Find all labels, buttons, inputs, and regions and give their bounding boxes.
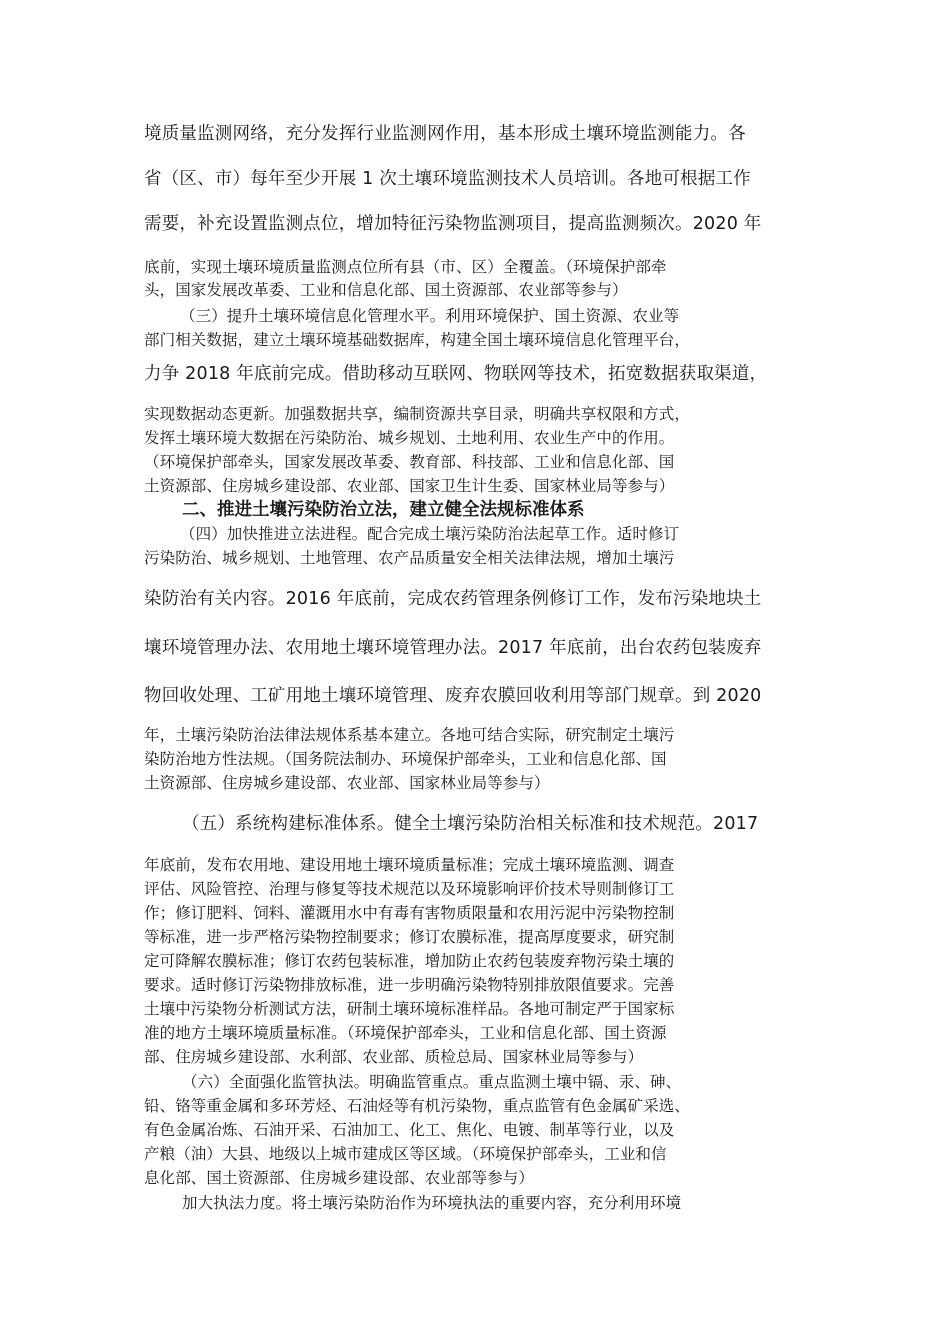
paragraph-line: 年底前，发布农用地、建设用地土壤环境质量标准；完成土壤环境监测、调查 [144, 856, 675, 874]
paragraph-line: 土壤中污染物分析测试方法，研制土壤环境标准样品。各地可制定严于国家标 [144, 1000, 675, 1018]
paragraph-line: 作；修订肥料、饲料、灌溉用水中有毒有害物质限量和农用污泥中污染物控制 [144, 904, 675, 922]
paragraph-line: 物回收处理、工矿用地土壤环境管理、废弃农膜回收利用等部门规章。到 2020 [144, 686, 762, 706]
paragraph-line: 染防治有关内容。2016 年底前，完成农药管理条例修订工作，发布污染地块土 [144, 589, 762, 609]
paragraph-line: （六）全面强化监管执法。明确监管重点。重点监测土壤中镉、汞、砷、 [182, 1073, 682, 1091]
paragraph-line: 染防治地方性法规。（国务院法制办、环境保护部牵头，工业和信息化部、国 [144, 750, 667, 768]
paragraph-line: 需要，补充设置监测点位，增加特征污染物监测项目，提高监测频次。2020 年 [144, 214, 762, 234]
paragraph-line: 土资源部、住房城乡建设部、农业部、国家林业局等参与） [144, 774, 550, 792]
paragraph-line: 土资源部、住房城乡建设部、农业部、国家卫生计生委、国家林业局等参与） [144, 477, 675, 495]
paragraph-line: 境质量监测网络，充分发挥行业监测网作用，基本形成土壤环境监测能力。各 [144, 124, 746, 144]
paragraph-line: 加大执法力度。将土壤污染防治作为环境执法的重要内容，充分利用环境 [182, 1194, 682, 1212]
paragraph-line: 息化部、国土资源部、住房城乡建设部、农业部等参与） [144, 1169, 535, 1187]
paragraph-line: 评估、风险管控、治理与修复等技术规范以及环境影响评价技术导则制修订工 [144, 880, 675, 898]
paragraph-line: 产粮（油）大县、地级以上城市建成区等区域。（环境保护部牵头，工业和信 [144, 1145, 667, 1163]
paragraph-line: 定可降解农膜标准；修订农药包装标准，增加防止农药包装废弃物污染土壤的 [144, 952, 675, 970]
paragraph-line: 头，国家发展改革委、工业和信息化部、国土资源部、农业部等参与） [144, 281, 628, 299]
paragraph-line: 部门相关数据，建立土壤环境基础数据库，构建全国土壤环境信息化管理平台， [144, 331, 691, 349]
paragraph-line: 底前，实现土壤环境质量监测点位所有县（市、区）全覆盖。（环境保护部牵 [144, 258, 667, 276]
paragraph-line: （三）提升土壤环境信息化管理水平。利用环境保护、国土资源、农业等 [180, 307, 680, 325]
paragraph-line: （四）加快推进立法进程。配合完成土壤污染防治法起草工作。适时修订 [180, 525, 680, 543]
section-heading: 二、推进土壤污染防治立法，建立健全法规标准体系 [182, 500, 585, 520]
paragraph-line: （五）系统构建标准体系。健全土壤污染防治相关标准和技术规范。2017 [182, 814, 759, 834]
paragraph-line: 等标准，进一步严格污染物控制要求；修订农膜标准，提高厚度要求，研究制 [144, 928, 675, 946]
paragraph-line: （环境保护部牵头，国家发展改革委、教育部、科技部、工业和信息化部、国 [144, 453, 675, 471]
paragraph-line: 力争 2018 年底前完成。借助移动互联网、物联网等技术，拓宽数据获取渠道， [144, 364, 768, 384]
paragraph-line: 部、住房城乡建设部、水利部、农业部、质检总局、国家林业局等参与） [144, 1048, 644, 1066]
paragraph-line: 有色金属冶炼、石油开采、石油加工、化工、焦化、电镀、制革等行业，以及 [144, 1121, 675, 1139]
paragraph-line: 省（区、市）每年至少开展 1 次土壤环境监测技术人员培训。各地可根据工作 [144, 169, 751, 189]
paragraph-line: 铅、铬等重金属和多环芳烃、石油烃等有机污染物，重点监管有色金属矿采选、 [144, 1097, 691, 1115]
paragraph-line: 污染防治、城乡规划、土地管理、农产品质量安全相关法律法规，增加土壤污 [144, 549, 675, 567]
paragraph-line: 壤环境管理办法、农用地土壤环境管理办法。2017 年底前，出台农药包装废弃 [144, 638, 762, 658]
paragraph-line: 实现数据动态更新。加强数据共享，编制资源共享目录，明确共享权限和方式， [144, 405, 691, 423]
paragraph-line: 发挥土壤环境大数据在污染防治、城乡规划、土地利用、农业生产中的作用。 [144, 429, 675, 447]
paragraph-line: 准的地方土壤环境质量标准。（环境保护部牵头，工业和信息化部、国土资源 [144, 1024, 667, 1042]
paragraph-line: 年，土壤污染防治法律法规体系基本建立。各地可结合实际，研究制定土壤污 [144, 726, 675, 744]
paragraph-line: 要求。适时修订污染物排放标准，进一步明确污染物特别排放限值要求。完善 [144, 976, 675, 994]
